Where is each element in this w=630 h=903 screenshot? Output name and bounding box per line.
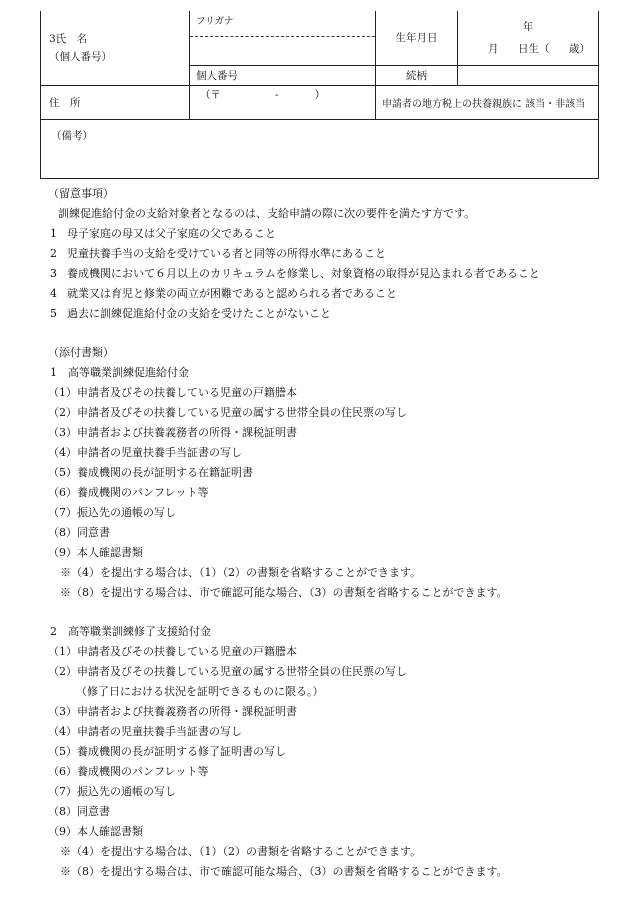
list-item: （9）本人確認書類: [48, 825, 143, 838]
name-label-cell: [41, 11, 190, 85]
personal-number-label: 個人番号: [190, 65, 376, 85]
list-item: （6）養成機関のパンフレット等: [48, 486, 209, 499]
list-item: （1）申請者及びその扶養している児童の戸籍謄本: [48, 386, 297, 399]
list-item: （5）養成機関の長が証明する在籍証明書: [48, 466, 253, 479]
section2-note-2: ※（8）を提出する場合は、市で確認可能な場合、（3）の書類を省略することができます。: [60, 865, 508, 878]
address-label: 住 所: [41, 85, 190, 119]
relationship-field[interactable]: [458, 65, 599, 85]
notes-heading: （留意事項）: [48, 187, 114, 200]
list-item: （3）申請者および扶養義務者の所得・課税証明書: [48, 705, 297, 718]
dob-label: 生年月日: [376, 11, 458, 65]
list-item: （2）申請者及びその扶養している児童の属する世帯全員の住民票の写し: [48, 406, 407, 419]
dob-day-age: 日生（: [518, 42, 550, 55]
section1-note-1: ※（4）を提出する場合は、（1）（2）の書類を省略することができます。: [60, 566, 422, 579]
dob-age: 歳）: [569, 42, 590, 55]
section2-title: 2 高等職業訓練修了支援給付金: [50, 625, 211, 638]
notes-intro: 訓練促進給付金の支給対象者となるのは、支給申請の際に次の要件を満たす方です。: [58, 207, 476, 220]
furigana-field[interactable]: フリガナ: [190, 11, 375, 37]
zip-close: ）: [314, 88, 326, 101]
zip-open: （〒: [200, 88, 221, 101]
list-item: （8）同意書: [48, 805, 110, 818]
zip-dash: -: [275, 88, 279, 101]
dependent-question[interactable]: 申請者の地方税上の扶養親族に 該当・非該当: [376, 85, 599, 119]
list-item: （2）申請者及びその扶養している児童の属する世帯全員の住民票の写し: [48, 665, 407, 678]
document-body: [48, 184, 618, 882]
remarks-cell[interactable]: [41, 119, 599, 178]
list-item: 4 就業又は育児と修業の両立が困難であると認められる者であること: [50, 287, 397, 300]
relationship-label: 続柄: [376, 65, 458, 85]
list-item: （7）振込先の通帳の写し: [48, 785, 176, 798]
remarks-label: （備考）: [51, 129, 93, 142]
list-item: 1 母子家庭の母又は父子家庭の父であること: [50, 227, 276, 240]
list-item: 2 児童扶養手当の支給を受けている者と同等の所得水準にあること: [50, 247, 386, 260]
attachments-heading: （添付書類）: [48, 346, 114, 359]
list-item: 5 過去に訓練促進給付金の支給を受けたことがないこと: [50, 307, 331, 320]
section2-note-1: ※（4）を提出する場合は、（1）（2）の書類を省略することができます。: [60, 845, 422, 858]
section1-title: 1 高等職業訓練促進給付金: [50, 366, 189, 379]
list-item: （8）同意書: [48, 526, 110, 539]
notes-list: [48, 224, 618, 324]
address-field[interactable]: [190, 85, 376, 119]
list-item-continuation: （修了日における状況を証明できるものに限る。）: [76, 685, 324, 698]
name-field[interactable]: [190, 37, 375, 64]
list-item: 3 養成機関において６月以上のカリキュラムを修業し、対象資格の取得が見込まれる者であること: [50, 267, 540, 280]
personal-number-hint: （個人番号）: [49, 50, 112, 63]
list-item: （3）申請者および扶養義務者の所得・課税証明書: [48, 426, 297, 439]
list-item: （4）申請者の児童扶養手当証書の写し: [48, 725, 242, 738]
application-form-table: [40, 11, 599, 179]
dob-year: 年: [522, 20, 534, 33]
name-input-cell[interactable]: [190, 11, 376, 65]
list-item: （5）養成機関の長が証明する修了証明書の写し: [48, 745, 286, 758]
list-item: （6）養成機関のパンフレット等: [48, 765, 209, 778]
name-label: 3氏 名: [49, 32, 88, 45]
section1-note-2: ※（8）を提出する場合は、市で確認可能な場合、（3）の書類を省略することができます。: [60, 586, 508, 599]
dob-month: 月: [488, 42, 499, 55]
list-item: （9）本人確認書類: [48, 546, 143, 559]
dob-field[interactable]: [458, 11, 599, 65]
list-item: （4）申請者の児童扶養手当証書の写し: [48, 446, 242, 459]
list-item: （1）申請者及びその扶養している児童の戸籍謄本: [48, 645, 297, 658]
list-item: （7）振込先の通帳の写し: [48, 506, 176, 519]
